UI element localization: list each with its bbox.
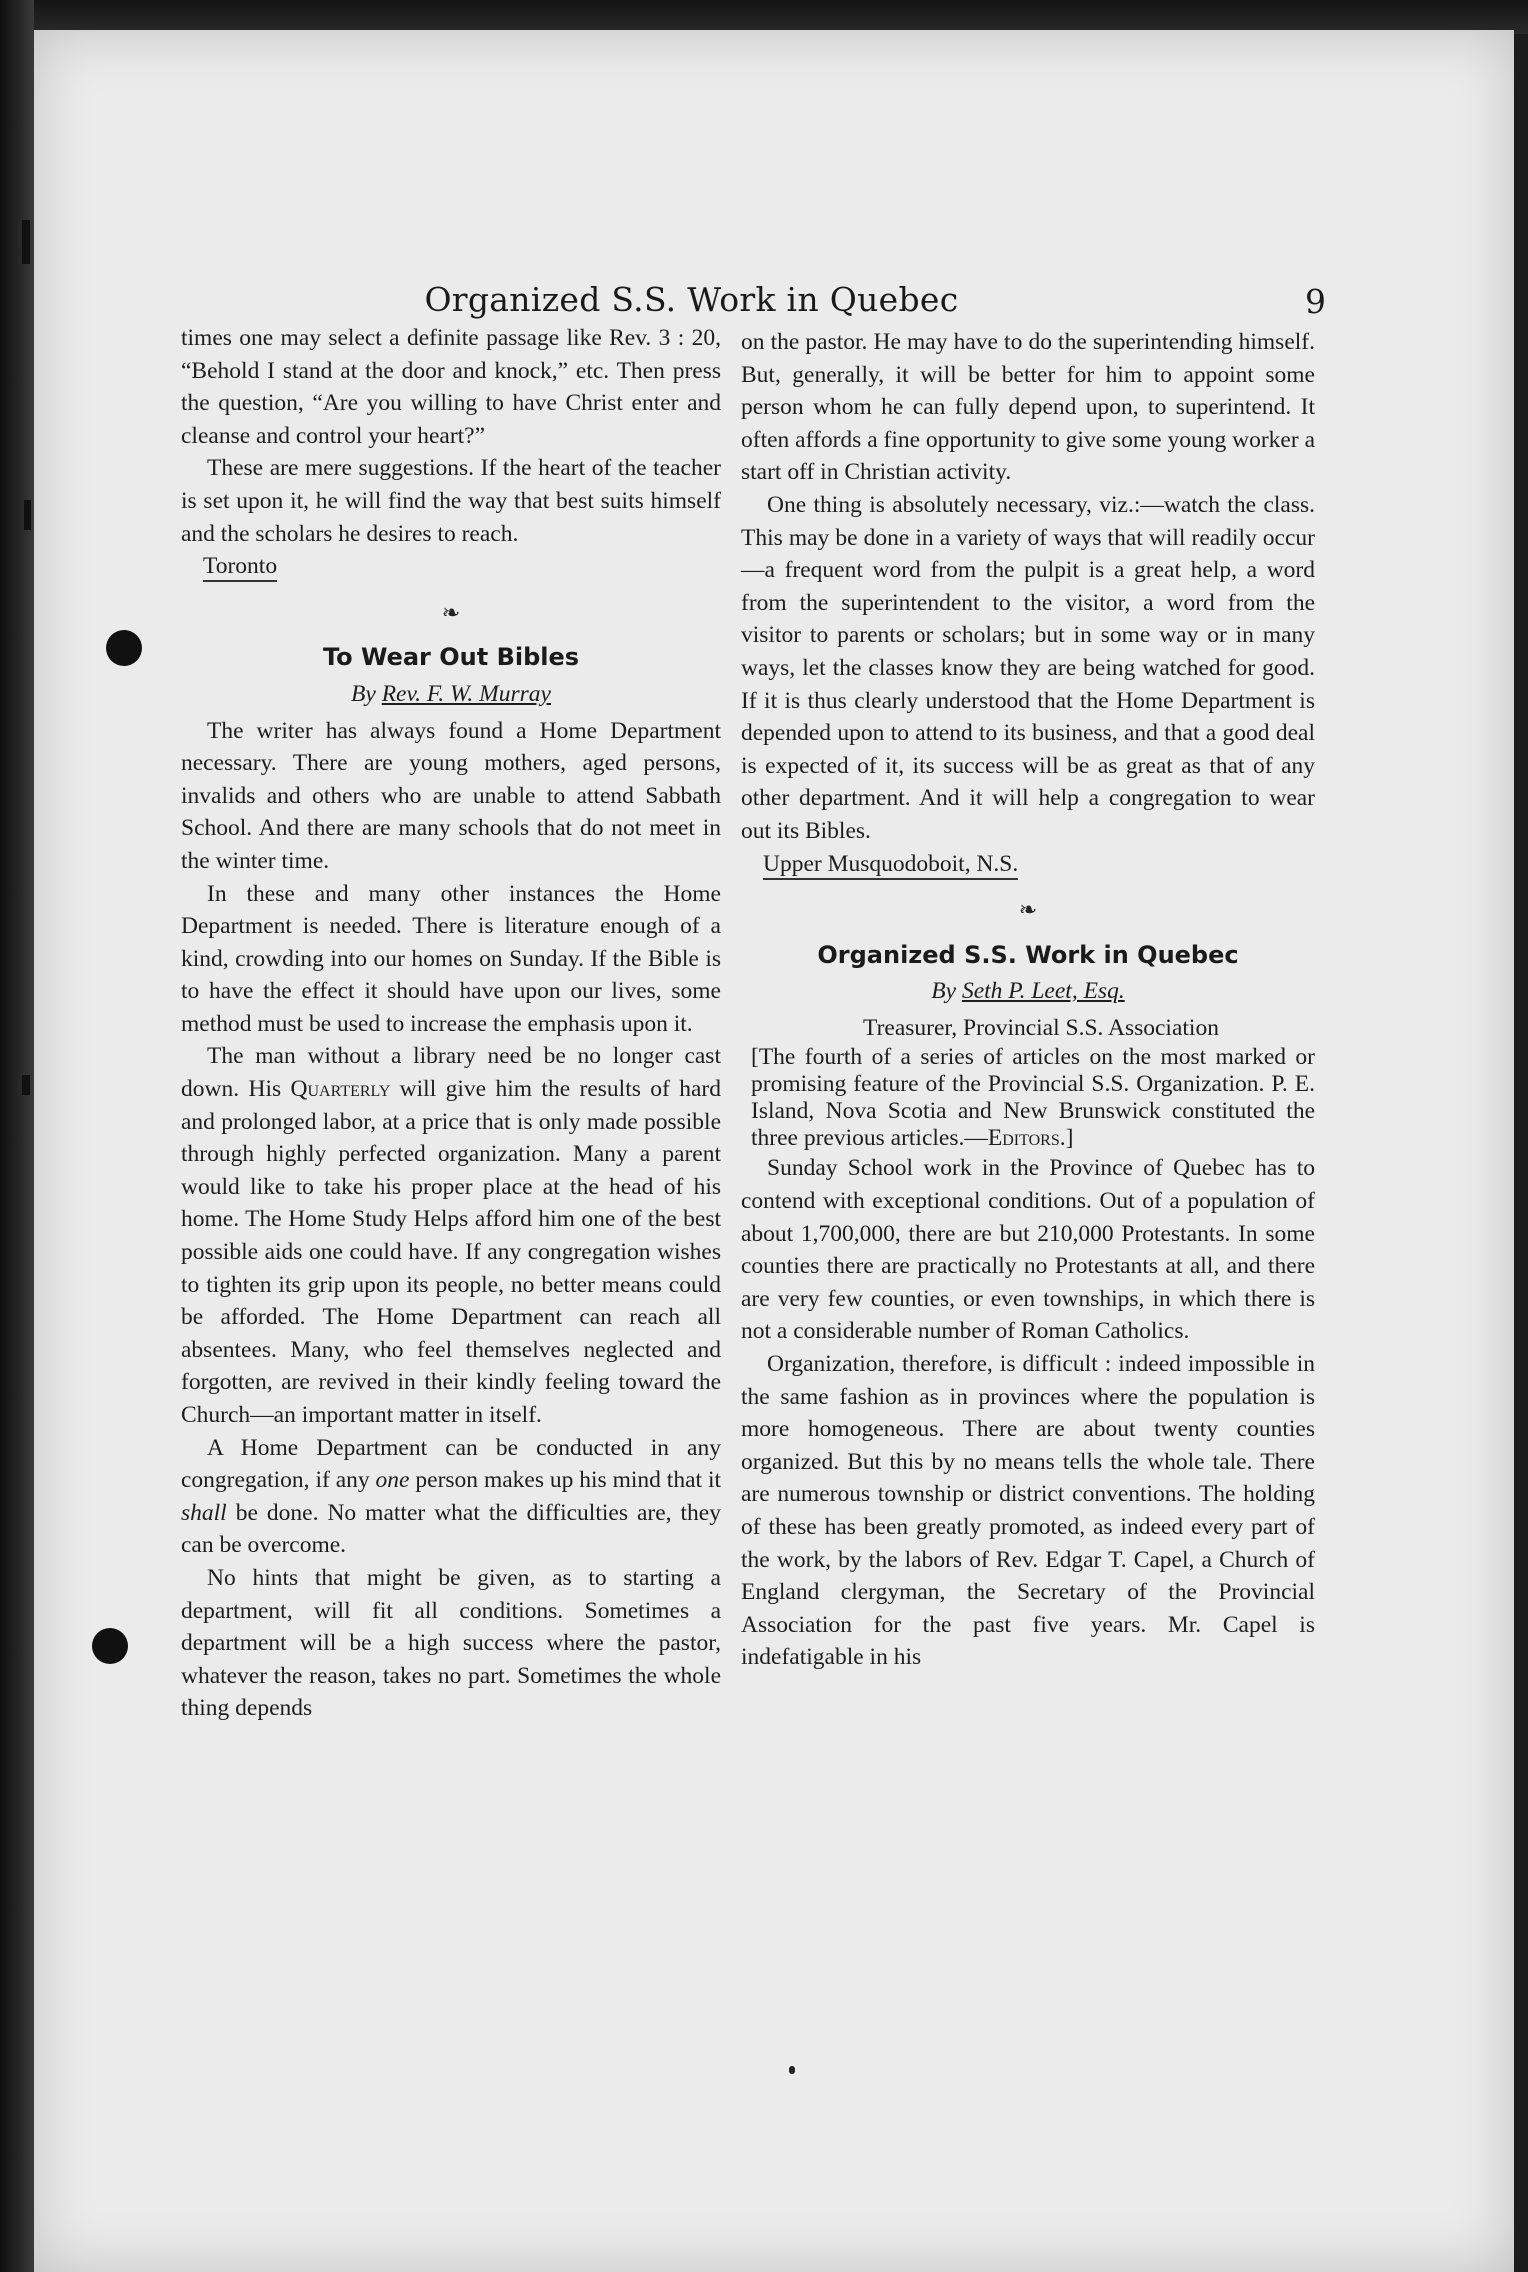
ornament-icon: ❧ bbox=[441, 599, 461, 625]
text-run: [The fourth of a series of articles on the most marked or promising feature of the Provincial S.S. Organization. P. E. Island, Nova Scotia and New Brunswick constituted the three previous articles.— bbox=[751, 1044, 1315, 1152]
text-run: will give him the results of hard and prolonged labor, at a price that is only made possible through highly perfected organization. Many a parent would like to take his proper place at the head of his home. The Home Study Helps afford him one of the best possible aids one could have. If any congregation wishes to tighten its grip upon its people, no better means could be afforded. The Home Department can reach all absentees. Many, who feel themselves neglected and forgotten, are revived in their kindly feeling toward the Church—an important matter in itself. bbox=[181, 1076, 721, 1428]
paragraph: One thing is absolutely necessary, viz.:—watch the class. This may be done in a variety of ways that will readily occur—a frequent word from the pulpit is a great help, a word from the superintendent to the visitor, a word from the visitor to parents or scholars; but in some way or in many ways, let the classes know they are being watched for good. If it is thus clearly understood that the Home Department is depended upon to attend to its business, and that a good deal is expected of it, its success will be as great as that of any other department. And it will help a congregation to wear out its Bibles. bbox=[741, 491, 1315, 844]
byline-prefix: By bbox=[351, 680, 376, 707]
paragraph: No hints that might be given, as to starting a department, will fit all conditions. Sometimes a department will be a high success where the pastor, whatever the reason, takes no part. Sometimes the whole thing depends bbox=[181, 1564, 721, 1722]
paragraph bbox=[181, 1040, 721, 1431]
punch-hole bbox=[106, 630, 142, 666]
article-title: To Wear Out Bibles bbox=[322, 643, 580, 672]
text-run: The man without a library need be no longer cast down. His bbox=[181, 1043, 721, 1103]
paragraph: Organization, therefore, is difficult : indeed impossible in the same fashion as in provinces where the population is more homogeneous. There are about twenty counties organized. But this by no means tells the whole tale. There are numerous township or district conventions. The holding of these has been greatly promoted, as indeed every part of the work, by the labors of Rev. Edgar T. Capel, a Church of England clergyman, the Secretary of the Provincial Association for the past five years. Mr. Capel is indefatigable in his bbox=[741, 1351, 1315, 1671]
editors-label: Editors bbox=[987, 1125, 1060, 1152]
byline bbox=[181, 678, 721, 711]
text-run: .] bbox=[1059, 1125, 1074, 1152]
binder-clip-mark bbox=[22, 220, 30, 264]
place-signature: Upper Musquodoboit, N.S. bbox=[763, 850, 1018, 880]
emphasis: one bbox=[375, 1467, 410, 1494]
editorial-note bbox=[741, 1044, 1315, 1152]
publication-name: Quarterly bbox=[290, 1076, 391, 1103]
text-run: A Home Department can be conducted in any congregation, if any bbox=[181, 1434, 721, 1494]
author-name: Seth P. Leet, Esq. bbox=[961, 978, 1125, 1005]
paragraph bbox=[181, 1432, 721, 1562]
binder-clip-mark bbox=[24, 500, 31, 530]
paragraph: These are mere suggestions. If the heart of the teacher is set upon it, he will find the way that best suits himself and the scholars he desires to reach. bbox=[181, 455, 721, 547]
author-name: Rev. F. W. Murray bbox=[381, 680, 551, 707]
byline-prefix: By bbox=[931, 978, 957, 1005]
article-title: Organized S.S. Work in Quebec bbox=[817, 940, 1239, 969]
paragraph: The writer has always found a Home Department necessary. There are young mothers, aged persons, invalids and others who are unable to attend Sabbath School. And there are many schools that do not meet in the winter time. bbox=[181, 717, 721, 874]
author-title: Treasurer, Provincial S.S. Association bbox=[863, 1014, 1219, 1041]
ink-speck bbox=[789, 2066, 795, 2074]
right-column bbox=[741, 326, 1315, 1674]
emphasis: shall bbox=[181, 1499, 227, 1526]
scan-border-left bbox=[0, 0, 34, 2272]
byline bbox=[741, 975, 1315, 1008]
paragraph: Sunday School work in the Province of Quebec has to contend with exceptional conditions. Out of a population of about 1,700,000, there are but 210,000 Protestants. In some counties there are practically no Protestants at all, and there are very few counties, or even townships, in which there is not a considerable number of Roman Catholics. bbox=[741, 1155, 1315, 1345]
page-number: 9 bbox=[1305, 282, 1326, 321]
paragraph: times one may select a definite passage like Rev. 3 : 20, “Behold I stand at the door and knock,” etc. Then press the question, “Are you willing to have Christ enter and cleanse and control your heart?” bbox=[181, 325, 721, 449]
binder-clip-mark bbox=[22, 1075, 30, 1095]
ornament-icon: ❧ bbox=[1018, 897, 1038, 923]
paragraph: on the pastor. He may have to do the superintending himself. But, generally, it will be better for him to appoint some person whom he can fully depend upon, to superintend. It often affords a fine opportunity to give some young worker a start off in Christian activity. bbox=[741, 329, 1315, 486]
left-column bbox=[181, 322, 721, 1725]
punch-hole bbox=[92, 1628, 128, 1664]
text-run: person makes up his mind that it bbox=[415, 1467, 722, 1494]
text-run: be done. No matter what the difficulties are, they can be overcome. bbox=[181, 1499, 721, 1559]
place-signature: Toronto bbox=[203, 552, 277, 582]
scan-border-top bbox=[0, 0, 1528, 34]
paragraph: In these and many other instances the Home Department is needed. There is literature enough of a kind, crowding into our homes on Sunday. If the Bible is to have the effect it should have upon our lives, some method must be used to increase the emphasis upon it. bbox=[181, 880, 721, 1037]
running-title: Organized S.S. Work in Quebec bbox=[424, 280, 959, 319]
